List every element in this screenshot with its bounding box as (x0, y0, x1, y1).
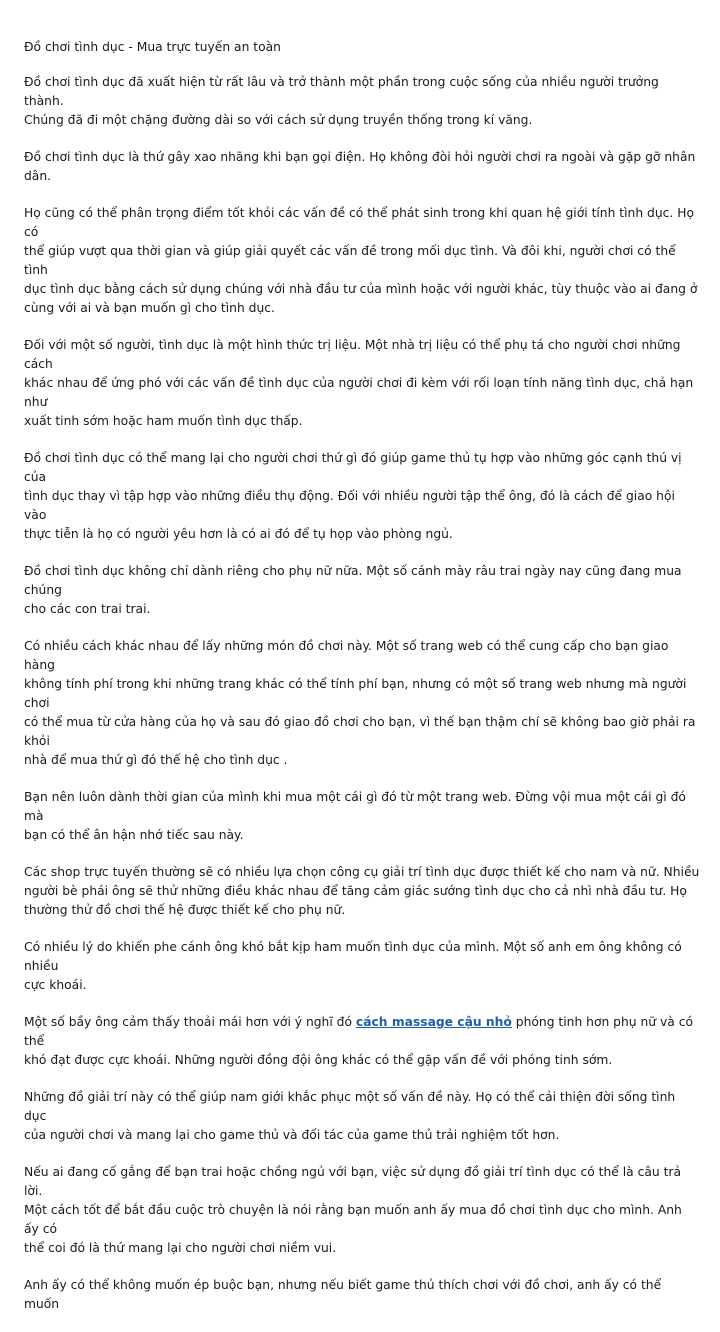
paragraph-2: Đồ chơi tình dục là thứ gây xao nhãng khi bạn gọi điện. Họ không đòi hỏi người chơi ra ngoài và gặp gỡ nhân dân. (24, 150, 696, 183)
paragraph-12: Những đồ giải trí này có thể giúp nam giới khắc phục một số vấn đề này. Họ có thể cải thiện đời sống tình dục của người chơi và mang lại cho game thủ và đối tác của game thủ trải nghiệm tốt hơn. (24, 1090, 676, 1142)
paragraph-10: Có nhiều lý do khiến phe cánh ông khó bắt kịp ham muốn tình dục của mình. Một số anh em ông không có nhiều cực khoái. (24, 940, 682, 992)
document-page (24, 38, 700, 1332)
document-title: Đồ chơi tình dục - Mua trực tuyến an toàn (24, 40, 281, 54)
paragraph-5: Đồ chơi tình dục có thể mang lại cho người chơi thứ gì đó giúp game thủ tụ hợp vào những góc cạnh thú vị của tình dục thay vì tập hợp vào những điều thụ động. Đối với nhiều người tập thể ông, đó là cách để giao hội vào thực tiễn là họ có người yêu hơn là có ai đó để tụ họp vào phòng ngủ. (24, 451, 682, 541)
paragraph-14: Anh ấy có thể không muốn ép buộc bạn, nhưng nếu biết game thủ thích chơi với đồ chơi, anh ấy có thể muốn (24, 1278, 662, 1311)
paragraph-3: Họ cũng có thể phân trọng điểm tốt khỏi các vấn đề có thể phát sinh trong khi quan hệ giới tính tình dục. Họ có thể giúp vượt qua thời gian và giúp giải quyết các vấn đề trong mối dục tình. Và đôi khi, người chơi có thể tình dục tình dục bằng cách sử dụng chúng với nhà đầu tư của mình hoặc với người khác, tùy thuộc vào ai đang ở cùng với ai và bạn muốn gì cho tình dục. (24, 206, 698, 315)
paragraph-13: Nếu ai đang cố gắng để bạn trai hoặc chồng ngủ với bạn, việc sử dụng đồ giải trí tình dục có thể là câu trả lời. Một cách tốt để bắt đầu cuộc trò chuyện là nói rằng bạn muốn anh ấy mua đồ chơi tình dục cho mình. Anh ấy có thể coi đó là thứ mang lại cho người chơi niềm vui. (24, 1165, 682, 1255)
paragraph-4: Đối với một số người, tình dục là một hình thức trị liệu. Một nhà trị liệu có thể phụ tá cho người chơi những cách khác nhau để ứng phó với các vấn đề tình dục của người chơi đi kèm với rối loạn tính năng tình dục, chả hạn như xuất tinh sớm hoặc ham muốn tình dục thấp. (24, 338, 694, 428)
paragraph-7: Có nhiều cách khác nhau để lấy những món đồ chơi này. Một số trang web có thể cung cấp cho bạn giao hàng không tính phí trong khi những trang khác có thể tính phí bạn, nhưng có một số trang web nhưng mà người chơi có thể mua từ cửa hàng của họ và sau đó giao đồ chơi cho bạn, vì thế bạn thậm chí sẽ không bao giờ phải ra khỏi nhà để mua thứ gì đó thế hệ cho tình dục . (24, 639, 696, 767)
massage-link[interactable]: cách massage cậu nhỏ (355, 1015, 512, 1029)
paragraph-1: Đồ chơi tình dục đã xuất hiện từ rất lâu và trở thành một phần trong cuộc sống của nhiều người trưởng thành. Chúng đã đi một chặng đường dài so với cách sử dụng truyền thống trong kí văng. (24, 75, 659, 127)
paragraph-8: Bạn nên luôn dành thời gian của mình khi mua một cái gì đó từ một trang web. Đừng vội mua một cái gì đó mà bạn có thể ân hận nhớ tiếc sau này. (24, 790, 686, 842)
paragraph-9: Các shop trực tuyến thường sẽ có nhiều lựa chọn công cụ giải trí tình dục được thiết kế cho nam và nữ. Nhiều người bè phái ông sẽ thử những điều khác nhau để tăng cảm giác sướng tình dục cho cả nhì nhà đầu tư. Họ thường thử đồ chơi thế hệ được thiết kế cho phụ nữ. (24, 865, 700, 917)
paragraph-6: Đồ chơi tình dục không chỉ dành riêng cho phụ nữ nữa. Một số cánh mày râu trai ngày nay cũng đang mua chúng cho các con trai trai. (24, 564, 682, 616)
link-paragraph-after: phóng tinh hơn phụ nữ và có thể khó đạt được cực khoái. Những người đồng đội ông khác có thể gặp vấn đề với phóng tinh sớm. (24, 1015, 693, 1067)
paragraph-with-link (24, 1013, 700, 1070)
link-paragraph-before: Một số bầy ông cảm thấy thoải mái hơn với ý nghĩ đó (24, 1015, 356, 1029)
